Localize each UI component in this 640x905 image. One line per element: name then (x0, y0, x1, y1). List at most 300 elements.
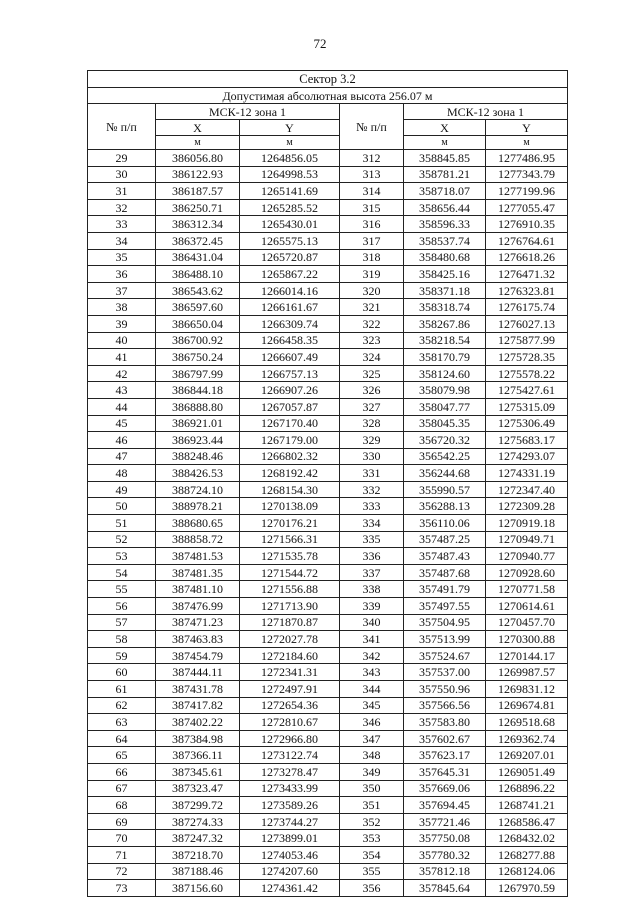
y-coordinate-left: 1274053.46 (240, 846, 340, 863)
y-coordinate-left: 1272654.36 (240, 697, 340, 714)
table-row (88, 398, 568, 415)
point-number-right: 353 (340, 830, 404, 847)
point-number-right: 312 (340, 150, 404, 167)
x-coordinate-right: 357537.00 (404, 664, 486, 681)
y-coordinate-right: 1272347.40 (486, 481, 568, 498)
x-coordinate-left: 387345.61 (156, 763, 240, 780)
y-coordinate-left: 1266458.35 (240, 332, 340, 349)
point-number-right: 324 (340, 349, 404, 366)
y-coordinate-right: 1274331.19 (486, 465, 568, 482)
y-coordinate-left: 1265141.69 (240, 183, 340, 200)
point-number-left: 59 (88, 647, 156, 664)
y-coordinate-left: 1273899.01 (240, 830, 340, 847)
point-number-right: 331 (340, 465, 404, 482)
x-coordinate-right: 357623.17 (404, 747, 486, 764)
x-coordinate-left: 387218.70 (156, 846, 240, 863)
x-coordinate-left: 387454.79 (156, 647, 240, 664)
table-row (88, 216, 568, 233)
table-row (88, 150, 568, 167)
point-number-left: 51 (88, 515, 156, 532)
x-coordinate-left: 387471.23 (156, 614, 240, 631)
x-coordinate-left: 388426.53 (156, 465, 240, 482)
table-row (88, 166, 568, 183)
point-number-right: 328 (340, 415, 404, 432)
y-coordinate-right: 1270919.18 (486, 515, 568, 532)
point-number-left: 38 (88, 299, 156, 316)
y-coordinate-right: 1270144.17 (486, 647, 568, 664)
x-coordinate-right: 357694.45 (404, 797, 486, 814)
x-coordinate-right: 358124.60 (404, 365, 486, 382)
point-number-right: 339 (340, 598, 404, 615)
y-coordinate-left: 1270176.21 (240, 515, 340, 532)
point-number-left: 48 (88, 465, 156, 482)
x-coordinate-left: 387156.60 (156, 880, 240, 897)
point-number-right: 323 (340, 332, 404, 349)
point-number-left: 52 (88, 531, 156, 548)
y-coordinate-left: 1267170.40 (240, 415, 340, 432)
x-coordinate-right: 357780.32 (404, 846, 486, 863)
x-coordinate-right: 358656.44 (404, 199, 486, 216)
x-coordinate-left: 388858.72 (156, 531, 240, 548)
y-coordinate-left: 1271535.78 (240, 548, 340, 565)
y-coordinate-right: 1268277.88 (486, 846, 568, 863)
point-number-right: 337 (340, 564, 404, 581)
y-coordinate-left: 1271713.90 (240, 598, 340, 615)
point-number-left: 41 (88, 349, 156, 366)
y-coordinate-right: 1270928.60 (486, 564, 568, 581)
y-coordinate-right: 1269518.68 (486, 714, 568, 731)
point-number-right: 338 (340, 581, 404, 598)
y-header-right: Y (486, 120, 568, 136)
x-coordinate-right: 358425.16 (404, 266, 486, 283)
point-number-left: 61 (88, 681, 156, 698)
sector-title: Сектор 3.2 (88, 71, 568, 88)
x-coordinate-right: 357487.68 (404, 564, 486, 581)
table-row (88, 498, 568, 515)
y-coordinate-right: 1270614.61 (486, 598, 568, 615)
point-number-right: 355 (340, 863, 404, 880)
point-number-right: 319 (340, 266, 404, 283)
y-coordinate-left: 1272027.78 (240, 631, 340, 648)
table-row (88, 465, 568, 482)
x-coordinate-right: 357602.67 (404, 730, 486, 747)
x-coordinate-right: 356542.25 (404, 448, 486, 465)
point-number-left: 58 (88, 631, 156, 648)
table-row (88, 830, 568, 847)
x-coordinate-right: 358047.77 (404, 398, 486, 415)
x-coordinate-left: 386250.71 (156, 199, 240, 216)
y-coordinate-left: 1265285.52 (240, 199, 340, 216)
x-coordinate-left: 387323.47 (156, 780, 240, 797)
point-number-left: 65 (88, 747, 156, 764)
point-number-right: 336 (340, 548, 404, 565)
point-number-left: 43 (88, 382, 156, 399)
table-row (88, 780, 568, 797)
x-coordinate-right: 358267.86 (404, 315, 486, 332)
unit-y-left: м (240, 136, 340, 150)
point-number-right: 330 (340, 448, 404, 465)
table-row (88, 199, 568, 216)
x-coordinate-right: 356244.68 (404, 465, 486, 482)
table-row (88, 697, 568, 714)
point-number-right: 348 (340, 747, 404, 764)
x-coordinate-left: 388680.65 (156, 515, 240, 532)
point-number-right: 351 (340, 797, 404, 814)
y-coordinate-right: 1276323.81 (486, 282, 568, 299)
x-coordinate-left: 387366.11 (156, 747, 240, 764)
x-coordinate-left: 386923.44 (156, 432, 240, 449)
x-coordinate-left: 386650.04 (156, 315, 240, 332)
y-coordinate-left: 1266161.67 (240, 299, 340, 316)
y-coordinate-left: 1266014.16 (240, 282, 340, 299)
y-coordinate-left: 1265720.87 (240, 249, 340, 266)
x-coordinate-left: 388724.10 (156, 481, 240, 498)
point-number-left: 49 (88, 481, 156, 498)
x-coordinate-left: 386888.80 (156, 398, 240, 415)
x-coordinate-left: 386700.92 (156, 332, 240, 349)
point-number-right: 332 (340, 481, 404, 498)
y-coordinate-right: 1276175.74 (486, 299, 568, 316)
x-coordinate-left: 387476.99 (156, 598, 240, 615)
point-number-left: 45 (88, 415, 156, 432)
table-row (88, 315, 568, 332)
y-coordinate-right: 1269207.01 (486, 747, 568, 764)
y-coordinate-left: 1265867.22 (240, 266, 340, 283)
x-coordinate-left: 387463.83 (156, 631, 240, 648)
x-coordinate-right: 358718.07 (404, 183, 486, 200)
y-coordinate-right: 1276618.26 (486, 249, 568, 266)
y-coordinate-left: 1274207.60 (240, 863, 340, 880)
table-row (88, 282, 568, 299)
x-coordinate-right: 357550.96 (404, 681, 486, 698)
point-number-right: 344 (340, 681, 404, 698)
y-coordinate-right: 1277055.47 (486, 199, 568, 216)
y-coordinate-right: 1268124.06 (486, 863, 568, 880)
x-coordinate-left: 386750.24 (156, 349, 240, 366)
table-row (88, 863, 568, 880)
x-coordinate-left: 386312.34 (156, 216, 240, 233)
y-coordinate-right: 1276471.32 (486, 266, 568, 283)
x-coordinate-right: 355990.57 (404, 481, 486, 498)
point-number-right: 315 (340, 199, 404, 216)
point-number-left: 54 (88, 564, 156, 581)
y-coordinate-right: 1272309.28 (486, 498, 568, 515)
x-coordinate-right: 358596.33 (404, 216, 486, 233)
y-coordinate-left: 1268192.42 (240, 465, 340, 482)
point-number-right: 354 (340, 846, 404, 863)
table-row (88, 548, 568, 565)
point-number-left: 53 (88, 548, 156, 565)
y-coordinate-right: 1276027.13 (486, 315, 568, 332)
x-coordinate-right: 358045.35 (404, 415, 486, 432)
y-coordinate-left: 1273278.47 (240, 763, 340, 780)
x-coordinate-left: 388978.21 (156, 498, 240, 515)
point-number-left: 68 (88, 797, 156, 814)
y-coordinate-right: 1269051.49 (486, 763, 568, 780)
point-number-left: 33 (88, 216, 156, 233)
x-coordinate-right: 357566.56 (404, 697, 486, 714)
point-number-left: 60 (88, 664, 156, 681)
point-number-left: 71 (88, 846, 156, 863)
crs-header-left: МСК-12 зона 1 (156, 104, 340, 120)
y-coordinate-right: 1275578.22 (486, 365, 568, 382)
point-number-right: 350 (340, 780, 404, 797)
x-coordinate-right: 358845.85 (404, 150, 486, 167)
x-coordinate-right: 358537.74 (404, 232, 486, 249)
y-coordinate-left: 1264856.05 (240, 150, 340, 167)
point-number-left: 57 (88, 614, 156, 631)
point-number-right: 314 (340, 183, 404, 200)
point-number-right: 335 (340, 531, 404, 548)
x-coordinate-right: 357487.43 (404, 548, 486, 565)
table-row (88, 714, 568, 731)
y-coordinate-right: 1275683.17 (486, 432, 568, 449)
point-number-right: 329 (340, 432, 404, 449)
x-coordinate-right: 357487.25 (404, 531, 486, 548)
point-number-right: 320 (340, 282, 404, 299)
y-coordinate-left: 1268154.30 (240, 481, 340, 498)
x-coordinate-right: 358318.74 (404, 299, 486, 316)
y-coordinate-left: 1267179.00 (240, 432, 340, 449)
y-coordinate-left: 1267057.87 (240, 398, 340, 415)
point-number-right: 325 (340, 365, 404, 382)
x-coordinate-left: 386056.80 (156, 150, 240, 167)
point-number-right: 345 (340, 697, 404, 714)
y-coordinate-right: 1268741.21 (486, 797, 568, 814)
y-coordinate-left: 1266907.26 (240, 382, 340, 399)
x-coordinate-right: 358170.79 (404, 349, 486, 366)
x-coordinate-left: 386431.04 (156, 249, 240, 266)
y-coordinate-left: 1272184.60 (240, 647, 340, 664)
point-number-left: 66 (88, 763, 156, 780)
y-coordinate-right: 1269362.74 (486, 730, 568, 747)
point-number-right: 342 (340, 647, 404, 664)
x-coordinate-right: 358781.21 (404, 166, 486, 183)
table-row (88, 846, 568, 863)
x-coordinate-left: 387402.22 (156, 714, 240, 731)
table-row (88, 515, 568, 532)
x-coordinate-right: 356288.13 (404, 498, 486, 515)
y-coordinate-right: 1268432.02 (486, 830, 568, 847)
point-number-left: 34 (88, 232, 156, 249)
x-coordinate-right: 357524.67 (404, 647, 486, 664)
y-coordinate-right: 1275728.35 (486, 349, 568, 366)
table-row (88, 332, 568, 349)
y-coordinate-right: 1270300.88 (486, 631, 568, 648)
table-row (88, 664, 568, 681)
y-coordinate-left: 1264998.53 (240, 166, 340, 183)
y-coordinate-left: 1265430.01 (240, 216, 340, 233)
unit-x-right: м (404, 136, 486, 150)
point-number-left: 73 (88, 880, 156, 897)
y-coordinate-right: 1268586.47 (486, 813, 568, 830)
x-coordinate-left: 387481.35 (156, 564, 240, 581)
x-coordinate-left: 386797.99 (156, 365, 240, 382)
table-row (88, 763, 568, 780)
y-coordinate-left: 1270138.09 (240, 498, 340, 515)
point-number-right: 346 (340, 714, 404, 731)
table-row (88, 647, 568, 664)
y-coordinate-left: 1273433.99 (240, 780, 340, 797)
point-number-left: 31 (88, 183, 156, 200)
x-coordinate-right: 358079.98 (404, 382, 486, 399)
x-coordinate-left: 386187.57 (156, 183, 240, 200)
table-row (88, 564, 568, 581)
y-header-left: Y (240, 120, 340, 136)
point-number-left: 47 (88, 448, 156, 465)
table-row (88, 232, 568, 249)
row-number-header-left: № п/п (88, 104, 156, 150)
point-number-left: 44 (88, 398, 156, 415)
table-row (88, 581, 568, 598)
y-coordinate-right: 1269674.81 (486, 697, 568, 714)
x-coordinate-right: 356110.06 (404, 515, 486, 532)
table-row (88, 249, 568, 266)
x-coordinate-right: 357750.08 (404, 830, 486, 847)
x-coordinate-left: 387481.53 (156, 548, 240, 565)
y-coordinate-left: 1271556.88 (240, 581, 340, 598)
table-row (88, 813, 568, 830)
x-coordinate-right: 357491.79 (404, 581, 486, 598)
point-number-left: 64 (88, 730, 156, 747)
point-number-right: 343 (340, 664, 404, 681)
table-row (88, 183, 568, 200)
y-coordinate-left: 1266757.13 (240, 365, 340, 382)
point-number-left: 72 (88, 863, 156, 880)
point-number-right: 321 (340, 299, 404, 316)
table-row (88, 598, 568, 615)
point-number-left: 32 (88, 199, 156, 216)
point-number-right: 333 (340, 498, 404, 515)
y-coordinate-left: 1266802.32 (240, 448, 340, 465)
x-coordinate-left: 386543.62 (156, 282, 240, 299)
y-coordinate-left: 1272966.80 (240, 730, 340, 747)
row-number-header-right: № п/п (340, 104, 404, 150)
x-coordinate-left: 387384.98 (156, 730, 240, 747)
x-coordinate-left: 387299.72 (156, 797, 240, 814)
y-coordinate-right: 1270771.58 (486, 581, 568, 598)
y-coordinate-right: 1270940.77 (486, 548, 568, 565)
point-number-right: 340 (340, 614, 404, 631)
point-number-right: 326 (340, 382, 404, 399)
point-number-left: 35 (88, 249, 156, 266)
y-coordinate-right: 1275315.09 (486, 398, 568, 415)
point-number-left: 39 (88, 315, 156, 332)
point-number-left: 62 (88, 697, 156, 714)
x-coordinate-right: 357845.64 (404, 880, 486, 897)
coordinates-table (87, 70, 568, 897)
y-coordinate-left: 1273589.26 (240, 797, 340, 814)
point-number-right: 322 (340, 315, 404, 332)
y-coordinate-right: 1270949.71 (486, 531, 568, 548)
y-coordinate-left: 1271870.87 (240, 614, 340, 631)
point-number-right: 349 (340, 763, 404, 780)
point-number-left: 63 (88, 714, 156, 731)
x-coordinate-right: 357583.80 (404, 714, 486, 731)
x-coordinate-right: 357721.46 (404, 813, 486, 830)
x-coordinate-left: 387417.82 (156, 697, 240, 714)
x-coordinate-right: 357669.06 (404, 780, 486, 797)
point-number-left: 70 (88, 830, 156, 847)
y-coordinate-right: 1275877.99 (486, 332, 568, 349)
table-row (88, 299, 568, 316)
table-row (88, 365, 568, 382)
y-coordinate-right: 1275427.61 (486, 382, 568, 399)
crs-header-right: МСК-12 зона 1 (404, 104, 568, 120)
point-number-left: 30 (88, 166, 156, 183)
x-coordinate-left: 387247.32 (156, 830, 240, 847)
y-coordinate-right: 1276764.61 (486, 232, 568, 249)
table-row (88, 382, 568, 399)
y-coordinate-right: 1269987.57 (486, 664, 568, 681)
table-row (88, 415, 568, 432)
x-coordinate-left: 386122.93 (156, 166, 240, 183)
table-row (88, 631, 568, 648)
x-coordinate-left: 387431.78 (156, 681, 240, 698)
y-coordinate-right: 1277343.79 (486, 166, 568, 183)
table-row (88, 481, 568, 498)
x-coordinate-left: 386488.10 (156, 266, 240, 283)
table-row (88, 797, 568, 814)
x-coordinate-right: 358218.54 (404, 332, 486, 349)
table-row (88, 349, 568, 366)
x-coordinate-right: 357812.18 (404, 863, 486, 880)
y-coordinate-right: 1277486.95 (486, 150, 568, 167)
x-coordinate-left: 386597.60 (156, 299, 240, 316)
point-number-left: 69 (88, 813, 156, 830)
y-coordinate-left: 1274361.42 (240, 880, 340, 897)
y-coordinate-left: 1273744.27 (240, 813, 340, 830)
table-row (88, 432, 568, 449)
table-row (88, 730, 568, 747)
unit-x-left: м (156, 136, 240, 150)
point-number-left: 42 (88, 365, 156, 382)
table-row (88, 880, 568, 897)
x-coordinate-left: 387274.33 (156, 813, 240, 830)
x-coordinate-left: 387444.11 (156, 664, 240, 681)
x-header-right: X (404, 120, 486, 136)
point-number-right: 334 (340, 515, 404, 532)
x-coordinate-left: 386844.18 (156, 382, 240, 399)
y-coordinate-left: 1272810.67 (240, 714, 340, 731)
point-number-right: 327 (340, 398, 404, 415)
y-coordinate-left: 1266309.74 (240, 315, 340, 332)
table-row (88, 614, 568, 631)
table-row (88, 747, 568, 764)
page-number: 72 (313, 36, 327, 51)
point-number-right: 356 (340, 880, 404, 897)
table-row (88, 448, 568, 465)
point-number-left: 56 (88, 598, 156, 615)
point-number-right: 317 (340, 232, 404, 249)
y-coordinate-left: 1265575.13 (240, 232, 340, 249)
point-number-right: 318 (340, 249, 404, 266)
y-coordinate-right: 1270457.70 (486, 614, 568, 631)
point-number-right: 313 (340, 166, 404, 183)
x-coordinate-left: 387188.46 (156, 863, 240, 880)
x-coordinate-right: 357645.31 (404, 763, 486, 780)
table-row (88, 531, 568, 548)
y-coordinate-left: 1266607.49 (240, 349, 340, 366)
table-row (88, 266, 568, 283)
x-coordinate-left: 388248.46 (156, 448, 240, 465)
y-coordinate-right: 1275306.49 (486, 415, 568, 432)
point-number-left: 29 (88, 150, 156, 167)
x-coordinate-right: 358480.68 (404, 249, 486, 266)
point-number-right: 352 (340, 813, 404, 830)
y-coordinate-right: 1276910.35 (486, 216, 568, 233)
point-number-right: 316 (340, 216, 404, 233)
